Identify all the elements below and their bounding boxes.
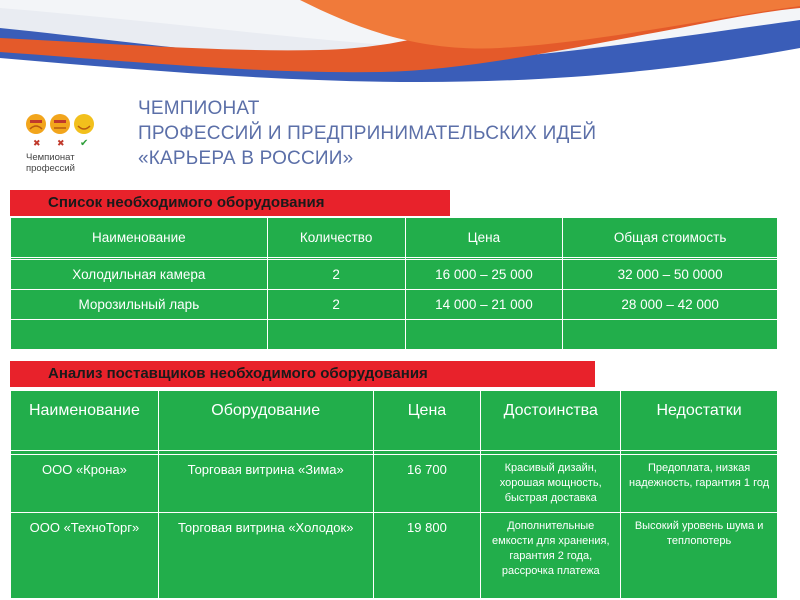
svg-text:✖: ✖ (33, 139, 41, 149)
header-price: Цена (405, 218, 563, 258)
cell-disadvantages: Высокий уровень шума и теплопотерь (621, 513, 778, 599)
cell-name: ООО «ТехноТорг» (11, 513, 159, 599)
table-row (11, 290, 778, 320)
logo (22, 110, 112, 180)
cell-advantages: Дополнительные емкости для хранения, гарантия 2 года, рассрочка платежа (481, 513, 621, 599)
header-total: Общая стоимость (563, 218, 778, 258)
suppliers-analysis-label: Анализ поставщиков необходимого оборудования (10, 361, 595, 387)
page-title (138, 96, 596, 171)
header-quantity: Количество (267, 218, 405, 258)
cell-equipment: Торговая витрина «Зима» (158, 455, 373, 513)
cell-name (11, 320, 268, 350)
cell-price: 16 000 – 25 000 (405, 260, 563, 290)
table-row (11, 320, 778, 350)
cell-total: 28 000 – 42 000 (563, 290, 778, 320)
logo-text (26, 152, 75, 174)
cell-price: 16 700 (373, 455, 481, 513)
cell-price (405, 320, 563, 350)
equipment-table (10, 217, 778, 350)
cell-disadvantages: Предоплата, низкая надежность, гарантия 1 год (621, 455, 778, 513)
svg-text:✖: ✖ (57, 139, 65, 149)
cell-price: 14 000 – 21 000 (405, 290, 563, 320)
equipment-list-label: Список необходимого оборудования (10, 190, 450, 216)
table-row (11, 260, 778, 290)
header-name: Наименование (11, 218, 268, 258)
title-line-3: «КАРЬЕРА В РОССИИ» (138, 148, 354, 169)
header-advantages: Достоинства (481, 391, 621, 451)
cell-equipment: Торговая витрина «Холодок» (158, 513, 373, 599)
cell-advantages: Красивый дизайн, хорошая мощность, быстрая доставка (481, 455, 621, 513)
header-disadvantages: Недостатки (621, 391, 778, 451)
logo-faces-icon (22, 110, 112, 152)
title-line-2: ПРОФЕССИЙ И ПРЕДПРИНИМАТЕЛЬСКИХ ИДЕЙ (138, 123, 597, 144)
header-price: Цена (373, 391, 481, 451)
cell-quantity: 2 (267, 290, 405, 320)
table-header-row (11, 391, 778, 451)
table-header-row (11, 218, 778, 258)
suppliers-table (10, 390, 778, 599)
cell-name: Холодильная камера (11, 260, 268, 290)
cell-name: Морозильный ларь (11, 290, 268, 320)
svg-text:✔: ✔ (80, 138, 89, 149)
cell-price: 19 800 (373, 513, 481, 599)
logo-line-2: профессий (26, 163, 75, 174)
cell-total: 32 000 – 50 0000 (563, 260, 778, 290)
header-equipment: Оборудование (158, 391, 373, 451)
title-line-1: ЧЕМПИОНАТ (138, 98, 260, 119)
header-name: Наименование (11, 391, 159, 451)
cell-quantity: 2 (267, 260, 405, 290)
cell-name: ООО «Крона» (11, 455, 159, 513)
table-row (11, 455, 778, 513)
table-row (11, 513, 778, 599)
logo-line-1: Чемпионат (26, 152, 75, 163)
cell-total (563, 320, 778, 350)
cell-quantity (267, 320, 405, 350)
flag-banner (0, 0, 800, 92)
